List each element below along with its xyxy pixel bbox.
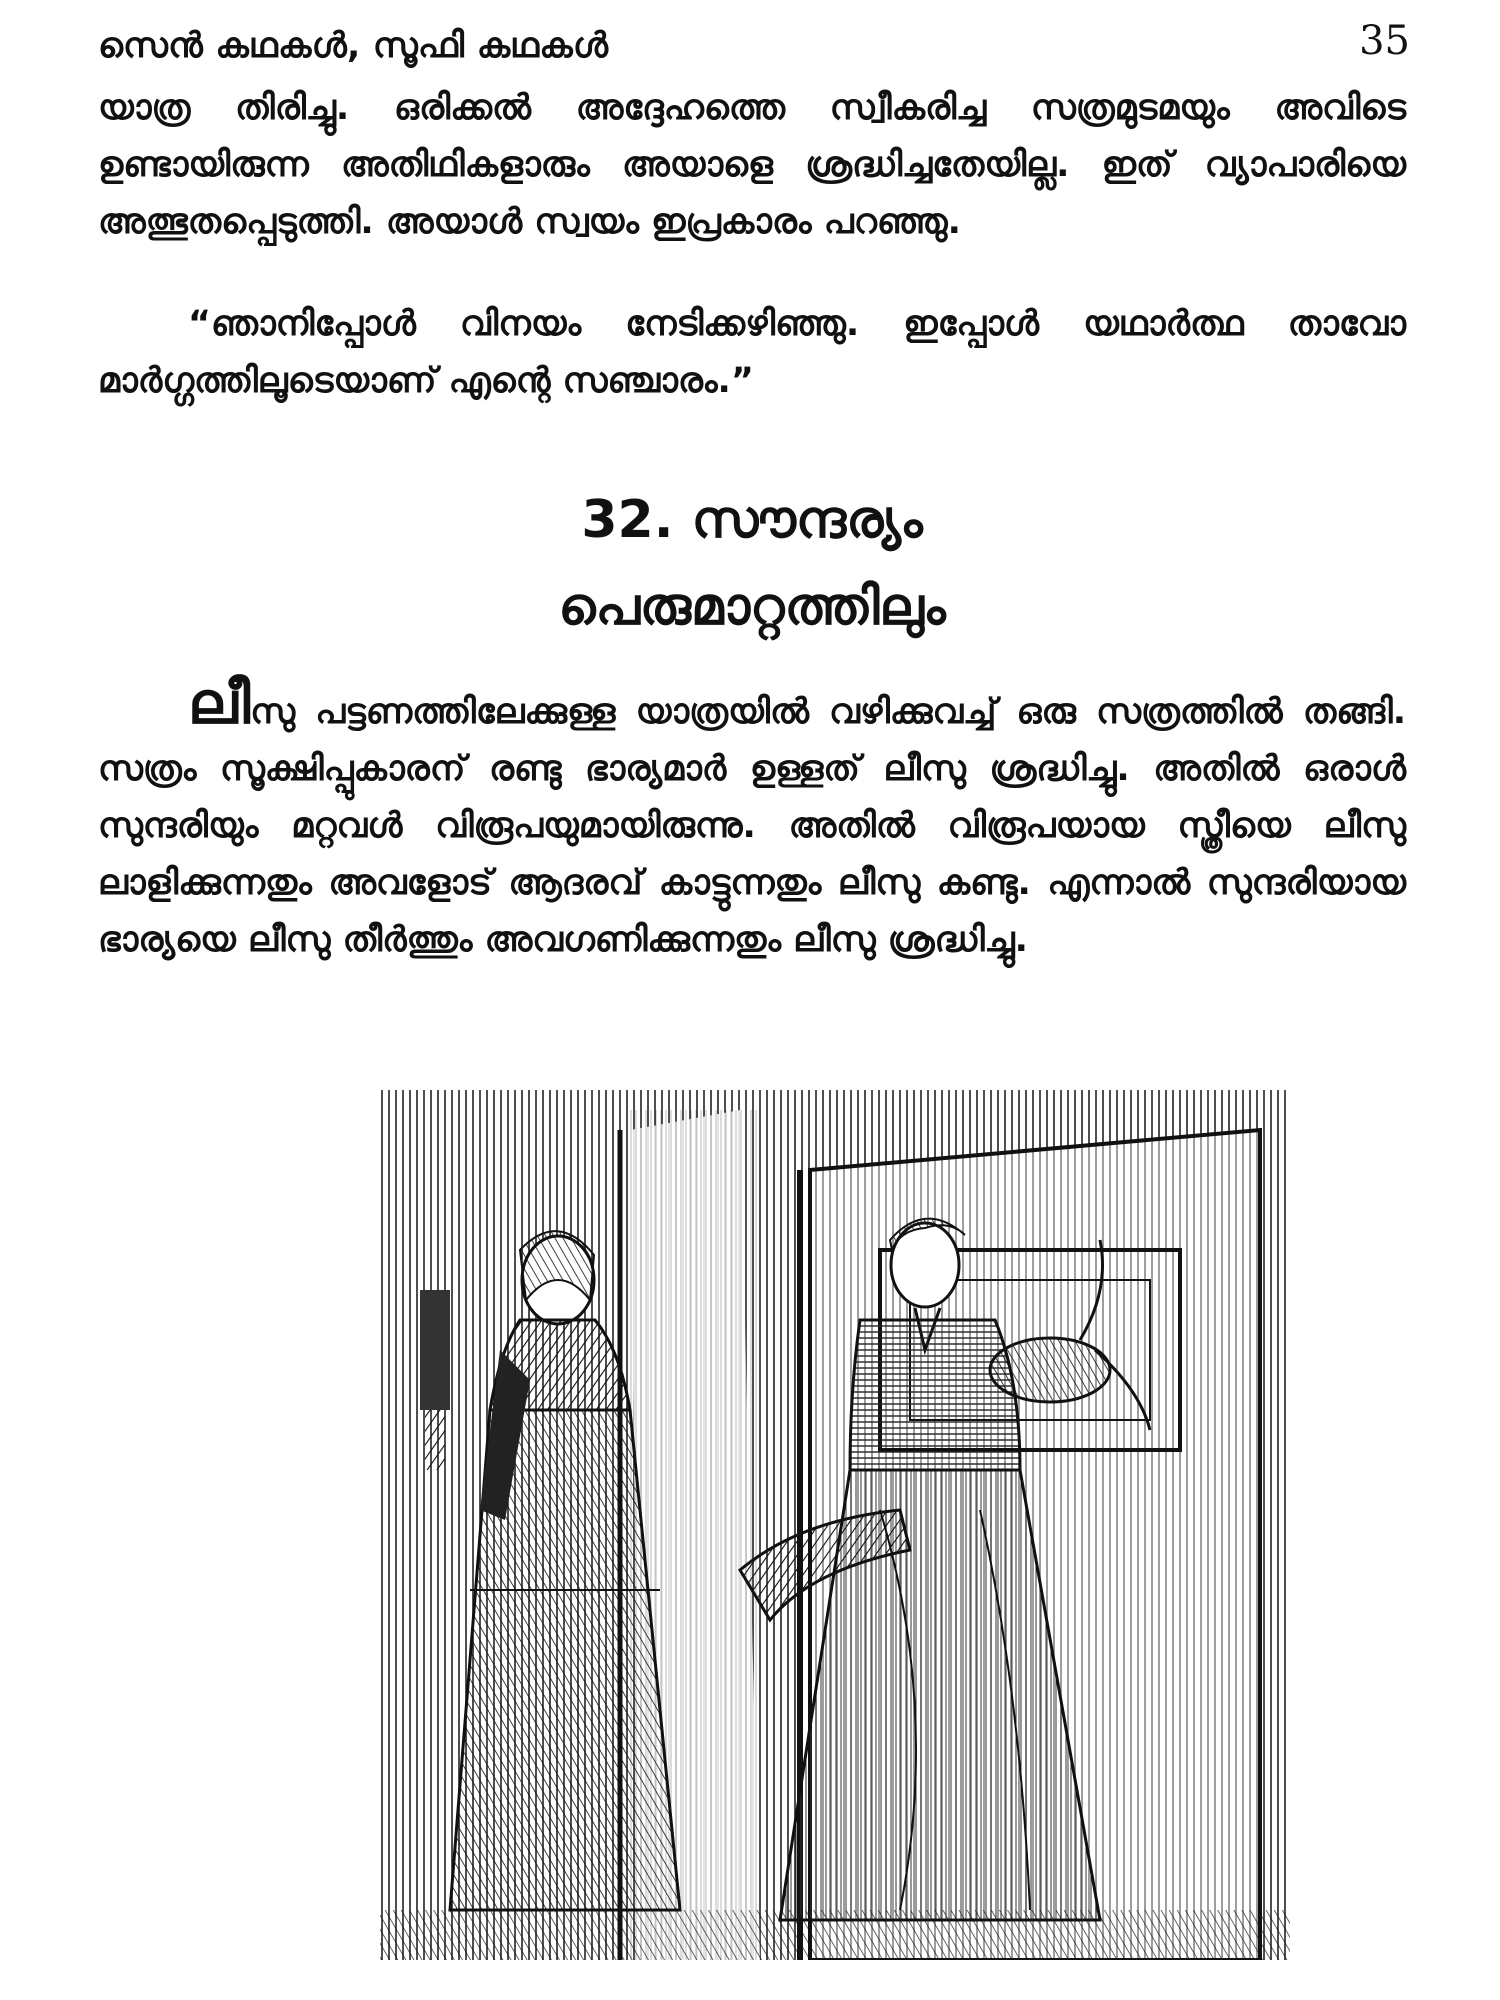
paragraph-quote: “ഞാനിപ്പോൾ വിനയം നേടിക്കഴിഞ്ഞു. ഇപ്പോൾ യഥാർത്ഥ താവോ മാർഗ്ഗത്തിലൂടെയാണ് എന്റെ സഞ്ചാരം.”: [98, 304, 1406, 401]
floor-hatching: [380, 1910, 1290, 1960]
page-number: 35: [1359, 18, 1410, 64]
chapter-title-line-2: പെരുമാറ്റത്തിലും: [558, 577, 946, 637]
bird-nest: [990, 1338, 1110, 1402]
bodice: [850, 1320, 1020, 1470]
drop-cap: ലീ: [188, 669, 251, 737]
engraving-two-women-at-door: [380, 1090, 1290, 1960]
paragraph-chapter-opening: [98, 669, 1406, 969]
paragraph-chapter-opening-text: സു പട്ടണത്തിലേക്കുള്ള യാത്രയിൽ വഴിക്കുവച്ച് ഒരു സത്രത്തിൽ തങ്ങി. സത്രം സൂക്ഷിപ്പുകാരന് രണ്ടു ഭാര്യമാർ ഉള്ളത് ലീസു ശ്രദ്ധിച്ചു. അതിൽ ഒരാൾ സുന്ദരിയും മറ്റവൾ വിരൂപയുമായിരുന്നു. അതിൽ വിരൂപയായ സ്ത്രീയെ ലീസു ലാളിക്കുന്നതും അവളോട് ആദരവ് കാട്ടുന്നതും ലീസു കണ്ടു. എന്നാൽ സുന്ദരിയായ ഭാര്യയെ ലീസു തീർത്തും അവഗണിക്കുന്നതും ലീസു ശ്രദ്ധിച്ചു.: [98, 692, 1406, 960]
engraving-illustration: [380, 1090, 1290, 1960]
wall-fixture: [420, 1290, 450, 1410]
running-head: സെൻ കഥകൾ, സൂഫി കഥകൾ: [98, 26, 609, 66]
chapter-title-line-1: 32. സൗന്ദര്യം: [581, 490, 923, 550]
paragraph-continuation: യാത്ര തിരിച്ചു. ഒരിക്കൽ അദ്ദേഹത്തെ സ്വീകരിച്ച സത്രമുടമയും അവിടെ ഉണ്ടായിരുന്ന അതിഥികളാരും അയാളെ ശ്രദ്ധിച്ചതേയില്ല. ഇത് വ്യാപാരിയെ അത്ഭുതപ്പെടുത്തി. അയാൾ സ്വയം ഇപ്രകാരം പറഞ്ഞു.: [98, 88, 1406, 242]
